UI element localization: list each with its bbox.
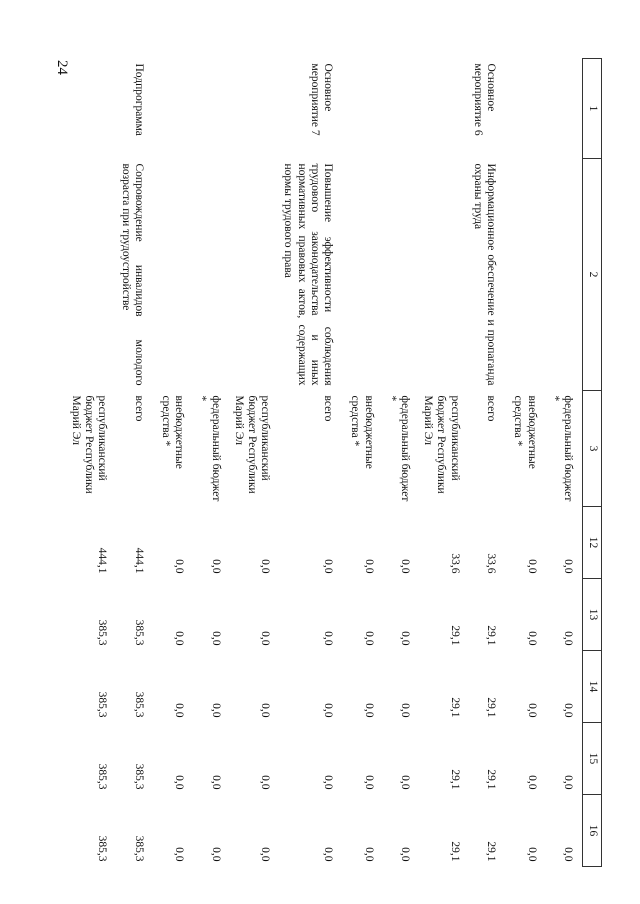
funding-source-cell: федеральный бюджет *	[196, 395, 222, 502]
funding-source-cell: республиканский бюджет Республики Марий Эл	[232, 395, 272, 494]
table-row	[469, 59, 509, 867]
amount-cell: 0,0	[562, 559, 574, 574]
amount-cell: 0,0	[259, 559, 272, 574]
amount-cell: 385,3	[132, 835, 145, 862]
amount-cell: 33,6	[448, 553, 461, 574]
event-name-cell	[346, 59, 382, 159]
header-row	[583, 59, 602, 867]
amount-cell: 0,0	[209, 775, 222, 790]
amount-cell: 385,3	[96, 763, 109, 790]
event-title-cell	[383, 159, 419, 391]
column-header: 3	[583, 391, 602, 507]
event-title-cell: Сопровождение инвалидов молодого возраста при трудоустройстве	[119, 163, 145, 386]
funding-source-cell: республиканский бюджет Республики Марий Эл	[69, 395, 109, 494]
event-name-cell: Основное мероприятие 7	[308, 63, 335, 136]
amount-cell: 29,1	[448, 841, 461, 862]
page-number: 24	[54, 60, 70, 75]
column-header: 12	[583, 507, 602, 579]
event-title-cell	[509, 159, 545, 391]
funding-source-cell: федеральный бюджет *	[548, 395, 574, 502]
funding-source-cell: внебюджетные средства *	[512, 395, 538, 469]
event-name-cell	[509, 59, 545, 159]
column-header: 14	[583, 651, 602, 723]
amount-cell: 0,0	[209, 631, 222, 646]
funding-source-cell: всего	[322, 395, 335, 422]
amount-cell: 0,0	[525, 847, 538, 862]
funding-source-cell: внебюджетные средства *	[349, 395, 375, 469]
event-name-cell	[230, 59, 280, 159]
amount-cell: 385,3	[96, 691, 109, 718]
column-header: 15	[583, 723, 602, 795]
event-title-cell	[67, 159, 117, 391]
amount-cell: 29,1	[485, 625, 498, 646]
amount-cell: 385,3	[132, 619, 145, 646]
event-title-cell	[546, 159, 583, 391]
event-title-cell: Повышение эффективности соблюдения трудового законодательства и иных нормативных правовых актов, содержащих нормы трудового права	[282, 163, 335, 386]
table-row	[193, 59, 229, 867]
amount-cell: 0,0	[525, 631, 538, 646]
event-title-cell	[346, 159, 382, 391]
amount-cell: 0,0	[259, 703, 272, 718]
funding-source-cell: всего	[132, 395, 145, 422]
event-title-cell	[230, 159, 280, 391]
funding-source-cell: внебюджетные средства *	[159, 395, 186, 469]
amount-cell: 0,0	[322, 559, 335, 574]
table-body	[67, 59, 583, 867]
amount-cell: 0,0	[322, 631, 335, 646]
funding-source-cell: федеральный бюджет *	[385, 395, 412, 502]
amount-cell: 385,3	[132, 763, 145, 790]
amount-cell: 0,0	[399, 775, 412, 790]
table-row	[116, 59, 156, 867]
event-name-cell	[546, 59, 583, 159]
amount-cell: 29,1	[485, 697, 498, 718]
budget-table	[67, 58, 602, 867]
column-header: 16	[583, 795, 602, 867]
amount-cell: 0,0	[259, 847, 272, 862]
event-name-cell	[157, 59, 193, 159]
table-row	[546, 59, 583, 867]
amount-cell: 0,0	[399, 631, 412, 646]
table-row	[67, 59, 117, 867]
event-title-cell	[157, 159, 193, 391]
amount-cell: 385,3	[96, 835, 109, 862]
column-header: 1	[583, 59, 602, 159]
amount-cell: 0,0	[399, 847, 412, 862]
amount-cell: 0,0	[362, 847, 375, 862]
amount-cell: 29,1	[448, 625, 461, 646]
amount-cell: 0,0	[173, 559, 186, 574]
funding-source-cell: всего	[485, 395, 498, 422]
amount-cell: 0,0	[562, 631, 574, 646]
event-name-cell	[193, 59, 229, 159]
amount-cell: 0,0	[399, 703, 412, 718]
event-name-cell: Подпрограмма	[132, 63, 145, 136]
event-title-cell	[419, 159, 469, 391]
amount-cell: 0,0	[362, 775, 375, 790]
amount-cell: 0,0	[562, 775, 574, 790]
amount-cell: 0,0	[173, 775, 186, 790]
amount-cell: 29,1	[448, 697, 461, 718]
amount-cell: 0,0	[209, 847, 222, 862]
table-row	[509, 59, 545, 867]
amount-cell: 0,0	[209, 703, 222, 718]
table-row	[383, 59, 419, 867]
table-row	[279, 59, 346, 867]
amount-cell: 0,0	[173, 631, 186, 646]
amount-cell: 0,0	[322, 703, 335, 718]
event-name-cell	[67, 59, 117, 159]
amount-cell: 0,0	[173, 703, 186, 718]
column-header: 2	[583, 159, 602, 391]
amount-cell: 0,0	[399, 559, 412, 574]
amount-cell: 385,3	[132, 691, 145, 718]
event-title-cell: Информационное обеспечение и пропаганда охраны труда	[471, 163, 498, 386]
amount-cell: 29,1	[485, 841, 498, 862]
amount-cell: 0,0	[562, 847, 574, 862]
amount-cell: 0,0	[259, 631, 272, 646]
column-header: 13	[583, 579, 602, 651]
funding-source-cell: республиканский бюджет Республики Марий Эл	[422, 395, 461, 494]
amount-cell: 385,3	[96, 619, 109, 646]
table-row	[230, 59, 280, 867]
event-name-cell	[383, 59, 419, 159]
table-row	[419, 59, 469, 867]
table-row	[346, 59, 382, 867]
amount-cell: 0,0	[209, 559, 222, 574]
amount-cell: 0,0	[362, 703, 375, 718]
amount-cell: 0,0	[562, 703, 574, 718]
event-name-cell: Основное мероприятие 6	[471, 63, 498, 136]
amount-cell: 444,1	[132, 547, 145, 574]
table-row	[157, 59, 193, 867]
event-name-cell	[419, 59, 469, 159]
rotated-table-container	[69, 58, 602, 866]
amount-cell: 0,0	[525, 703, 538, 718]
amount-cell: 0,0	[173, 847, 186, 862]
amount-cell: 444,1	[96, 547, 109, 574]
amount-cell: 0,0	[525, 775, 538, 790]
amount-cell: 0,0	[322, 847, 335, 862]
event-title-cell	[193, 159, 229, 391]
amount-cell: 29,1	[485, 769, 498, 790]
amount-cell: 0,0	[259, 775, 272, 790]
amount-cell: 0,0	[525, 559, 538, 574]
amount-cell: 29,1	[448, 769, 461, 790]
amount-cell: 0,0	[362, 559, 375, 574]
amount-cell: 33,6	[485, 553, 498, 574]
amount-cell: 0,0	[322, 775, 335, 790]
amount-cell: 0,0	[362, 631, 375, 646]
